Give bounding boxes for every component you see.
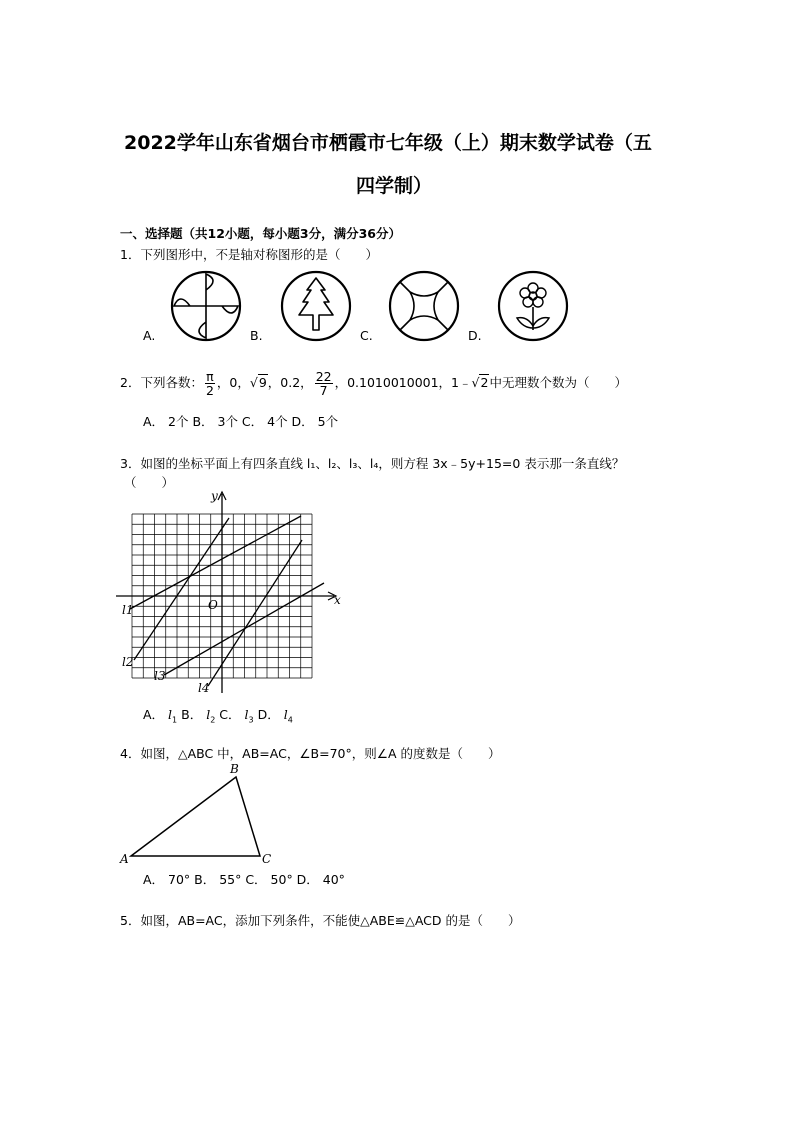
q1-figure-a bbox=[170, 270, 242, 342]
q1-figure-d bbox=[497, 270, 569, 342]
q3-axis-x-label: x bbox=[334, 593, 341, 607]
question-5-stem: 5．如图，AB=AC，添加下列条件，不能使△ABE≌△ACD 的是（ ） bbox=[120, 913, 521, 928]
exam-title-line2: 四学制） bbox=[356, 175, 433, 197]
q3-option-c-value: l bbox=[244, 707, 249, 722]
q3-option-a-letter: A． bbox=[143, 707, 165, 722]
question-3-stem-cont: （ ） bbox=[124, 475, 175, 490]
q2-mid3: ，0.1010010001，1﹣ bbox=[334, 375, 472, 391]
sqrt-sign-icon: √ bbox=[471, 375, 480, 391]
q3-label-l4: l4 bbox=[198, 681, 210, 695]
q2-sqrt9-radicand: 9 bbox=[258, 375, 267, 391]
question-4-stem: 4．如图，△ABC 中，AB=AC，∠B=70°，则∠A 的度数是（ ） bbox=[120, 746, 501, 761]
q4-vertex-b: B bbox=[230, 762, 239, 776]
q4-vertex-a: A bbox=[120, 852, 129, 866]
q2-sqrt2-radicand: 2 bbox=[480, 375, 489, 391]
q2-suffix: 中无理数个数为（ ） bbox=[489, 375, 627, 391]
q3-option-b-letter: B． bbox=[181, 707, 203, 722]
q2-fraction-pi bbox=[205, 370, 215, 397]
q3-option-c-letter: C． bbox=[219, 707, 241, 722]
q2-pi-numerator: π bbox=[206, 369, 214, 384]
q2-sqrt-2 bbox=[472, 376, 490, 390]
q2-sqrt-9 bbox=[250, 376, 268, 390]
q2-prefix: 2．下列各数： bbox=[120, 375, 203, 391]
q2-pi-denominator: 2 bbox=[205, 383, 214, 399]
q2-mid1: ，0， bbox=[216, 375, 250, 391]
q3-origin-label: O bbox=[208, 598, 218, 612]
question-2-options: A． 2个 B． 3个 C． 4个 D． 5个 bbox=[143, 414, 339, 429]
q1-label-b: B. bbox=[250, 328, 263, 343]
q3-option-c-sub: 3 bbox=[248, 715, 254, 725]
q2-frac-denominator: 7 bbox=[319, 383, 328, 399]
section-header: 一、选择题（共12小题，每小题3分，满分36分） bbox=[120, 226, 401, 241]
q3-line-l2 bbox=[134, 518, 229, 660]
q3-line-l1 bbox=[130, 516, 301, 609]
exam-title-line1: 2022学年山东省烟台市栖霞市七年级（上）期末数学试卷（五 bbox=[124, 132, 652, 154]
q4-triangle bbox=[131, 777, 260, 856]
q2-frac-numerator: 22 bbox=[315, 369, 332, 384]
q3-label-l1: l1 bbox=[122, 603, 134, 617]
q3-axis-y-label: y bbox=[211, 489, 218, 503]
q2-fraction-22-7 bbox=[315, 370, 333, 397]
q3-option-a-sub: 1 bbox=[172, 715, 178, 725]
q3-option-d-value: l bbox=[283, 707, 288, 722]
q3-label-l3: l3 bbox=[154, 669, 166, 683]
q1-figure-b bbox=[280, 270, 352, 342]
q3-option-d-letter: D． bbox=[257, 707, 280, 722]
q4-triangle-figure bbox=[118, 760, 288, 870]
q1-label-c: C. bbox=[360, 328, 373, 343]
q1-label-a: A. bbox=[143, 328, 156, 343]
question-3-options bbox=[143, 705, 293, 725]
q3-label-l2: l2 bbox=[122, 655, 134, 669]
q1-figure-c bbox=[388, 270, 460, 342]
question-1-stem: 1．下列图形中，不是轴对称图形的是（ ） bbox=[120, 247, 378, 262]
q2-mid2: ，0.2， bbox=[267, 375, 313, 391]
q3-option-b-value: l bbox=[206, 707, 211, 722]
q3-option-b-sub: 2 bbox=[210, 715, 216, 725]
q3-option-d-sub: 4 bbox=[287, 715, 293, 725]
q3-coordinate-graph bbox=[116, 488, 346, 703]
question-3-stem: 3．如图的坐标平面上有四条直线 l₁、l₂、l₃、l₄，则方程 3x﹣5y+15=0 表示那一条直线？ bbox=[120, 456, 625, 471]
q4-vertex-c: C bbox=[262, 852, 272, 866]
question-4-options: A． 70° B． 55° C． 50° D． 40° bbox=[143, 872, 345, 887]
q3-option-a-value: l bbox=[168, 707, 173, 722]
q1-label-d: D. bbox=[468, 328, 482, 343]
question-2-stem bbox=[120, 370, 627, 397]
sqrt-sign-icon: √ bbox=[249, 375, 258, 391]
